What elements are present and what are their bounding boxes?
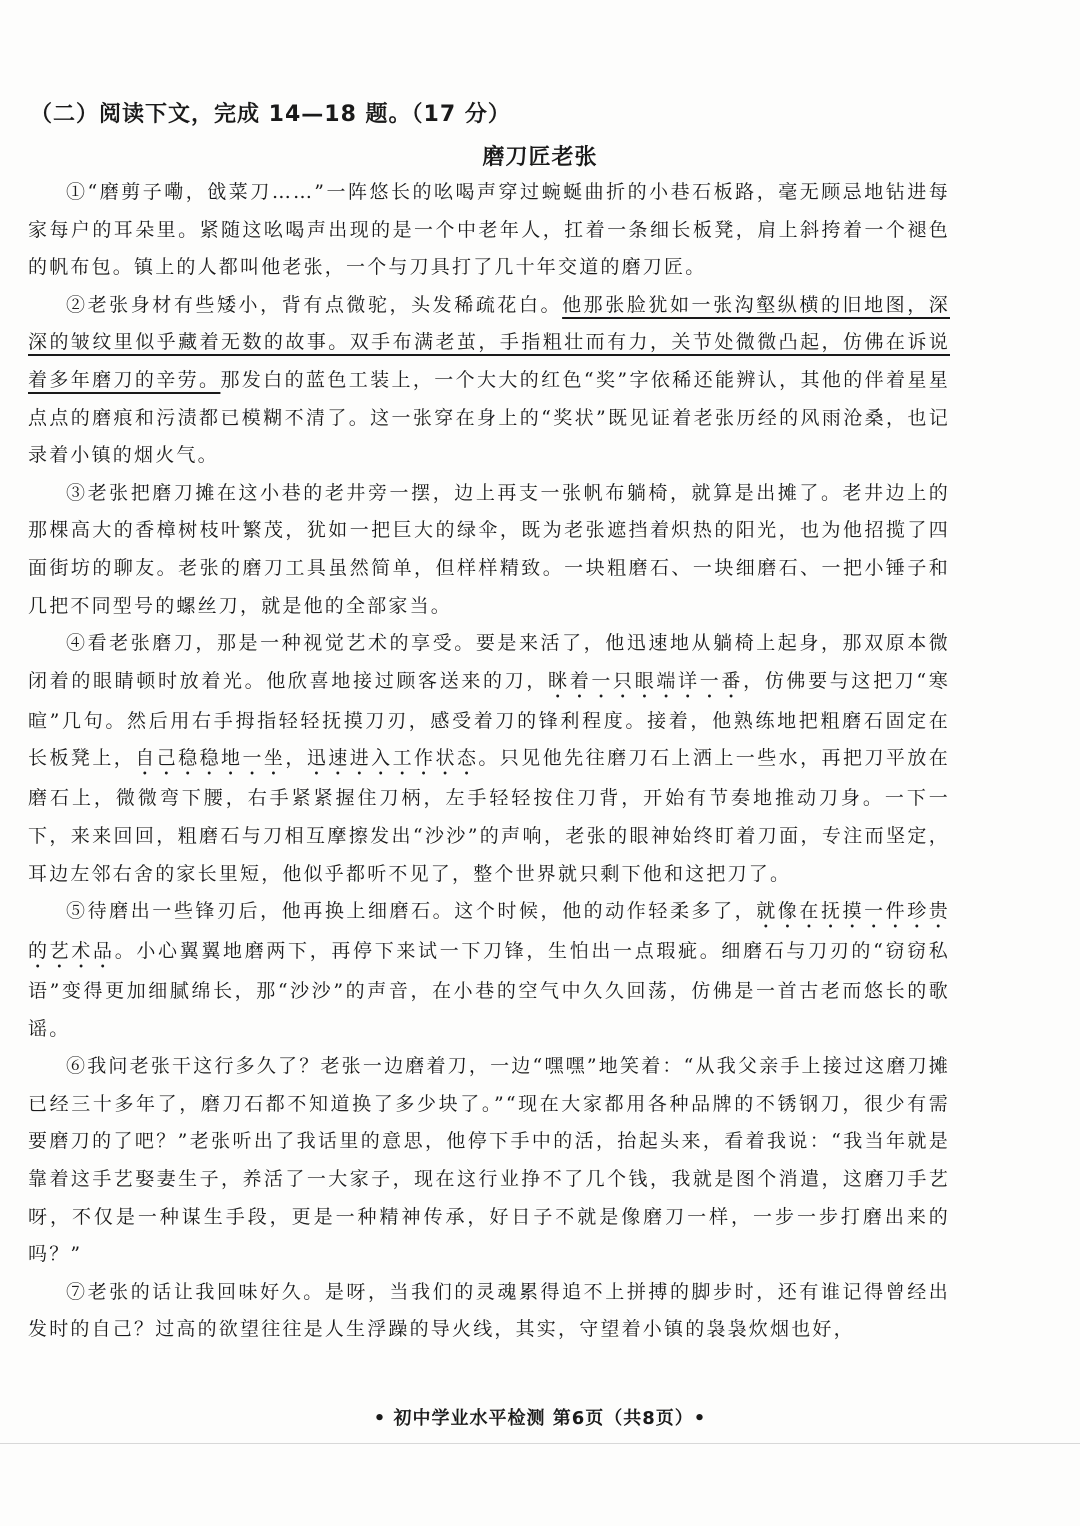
paragraph-2-end: 那发白的蓝色工装上，一个大大的红色“奖”字依稀还能辨认，其他的伴着星星点点的磨痕和污渍都已模糊不清了。这一张穿在身上的“奖状”既见证着老张历经的风雨沧桑，也记录着小镇的烟火气。 <box>28 368 950 467</box>
paragraph-5-part-a: ⑤待磨出一些锋刃后，他再换上细磨石。这个时候，他的动作轻柔多了， <box>66 900 757 923</box>
paragraph-6: ⑥我问老张干这行多久了？老张一边磨着刀，一边“嘿嘿”地笑着：“从我父亲手上接过这磨刀摊已经三十多年了，磨刀石都不知道换了多少块了。”“现在大家都用各种品牌的不锈钢刀，很少有需要磨刀的了吧？”老张听出了我话里的意思，他停下手中的活，抬起头来，看着我说：“我当年就是靠着这手艺娶妻生子，养活了一大家子，现在这行业挣不了几个钱，我就是图个消遣，这磨刀手艺呀，不仅是一种谋生手段，更是一种精神传承，好日子不就是像磨刀一样，一步一步打磨出来的吗？” <box>28 1055 950 1266</box>
dotted-phrase-1: 眯着一只眼端详一番 <box>548 669 744 692</box>
paragraph-5 <box>28 893 950 1048</box>
paragraph-3: ③老张把磨刀摊在这小巷的老井旁一摆，边上再支一张帆布躺椅，就算是出摊了。老井边上的那棵高大的香樟树枝叶繁茂，犹如一把巨大的绿伞，既为老张遮挡着炽热的阳光，也为他招揽了四面街坊的聊友。老张的磨刀工具虽然简单，但样样精致。一块粗磨石、一块细磨石、一把小锤子和几把不同型号的螺丝刀，就是他的全部家当。 <box>28 481 950 617</box>
dotted-phrase-2: 自己稳稳地一坐，迅速进入工作状态 <box>135 747 479 770</box>
underlined-sentence: 他那张脸犹如一张沟壑纵横的旧地图，深深的皱纹里似乎藏着无数的故事。双手布满老茧，手指粗壮而有力，关节处微微凸起，仿佛在诉说着多年磨刀的辛劳。 <box>28 293 950 391</box>
paragraph-2-start: ②老张身材有些矮小，背有点微驼，头发稀疏花白。 <box>66 293 563 316</box>
paragraph-4 <box>28 625 950 893</box>
section-heading: （二）阅读下文，完成 14—18 题。（17 分） <box>30 102 511 127</box>
paragraph-2 <box>28 287 950 475</box>
footer-divider <box>0 1443 1080 1444</box>
paragraph-4-part-b: ，仿佛要与这把刀“寒暄”几句。然后用右手拇指轻轻抚摸刀刃，感受着刀的锋利程度。接着，他熟练地把粗磨石固定在长板凳上， <box>28 669 950 770</box>
paragraph-7: ⑦老张的话让我回味好久。是呀，当我们的灵魂累得追不上拼搏的脚步时，还有谁记得曾经出发时的自己？过高的欲望往往是人生浮躁的导火线，其实，守望着小镇的袅袅炊烟也好， <box>28 1280 950 1341</box>
article-body <box>28 174 950 1349</box>
page-footer: • 初中学业水平检测 第6页（共8页）• <box>373 1408 707 1429</box>
paragraph-5-part-b: 。小心翼翼地磨两下，再停下来试一下刀锋，生怕出一点瑕疵。细磨石与刀刃的“窃窃私语”变得更加细腻绵长，那“沙沙”的声音，在小巷的空气中久久回荡，仿佛是一首古老而悠长的歌谣。 <box>28 940 951 1040</box>
dotted-phrase-3: 就像在抚摸一件珍贵的艺术品 <box>28 900 950 963</box>
paragraph-4-part-a: ④看老张磨刀，那是一种视觉艺术的享受。要是来活了，他迅速地从躺椅上起身，那双原本微闭着的眼睛顿时放着光。他欣喜地接过顾客送来的刀， <box>28 632 950 692</box>
paragraph-1: ①“磨剪子嘞，戗菜刀……”一阵悠长的吆喝声穿过蜿蜒曲折的小巷石板路，毫无顾忌地钻进每家每户的耳朵里。紧随这吆喝声出现的是一个中老年人，扛着一条细长板凳，肩上斜挎着一个褪色的帆布包。镇上的人都叫他老张，一个与刀具打了几十年交道的磨刀匠。 <box>28 181 950 279</box>
paragraph-4-part-c: 。只见他先往磨刀石上洒上一些水，再把刀平放在磨石上，微微弯下腰，右手紧紧握住刀柄，左手轻轻按住刀背，开始有节奏地推动刀身。一下一下，来来回回，粗磨石与刀相互摩擦发出“沙沙”的声响，老张的眼神始终盯着刀面，专注而坚定，耳边左邻右舍的家长里短，他似乎都听不见了，整个世界就只剩下他和这把刀了。 <box>28 747 950 885</box>
article-title: 磨刀匠老张 <box>482 145 598 170</box>
